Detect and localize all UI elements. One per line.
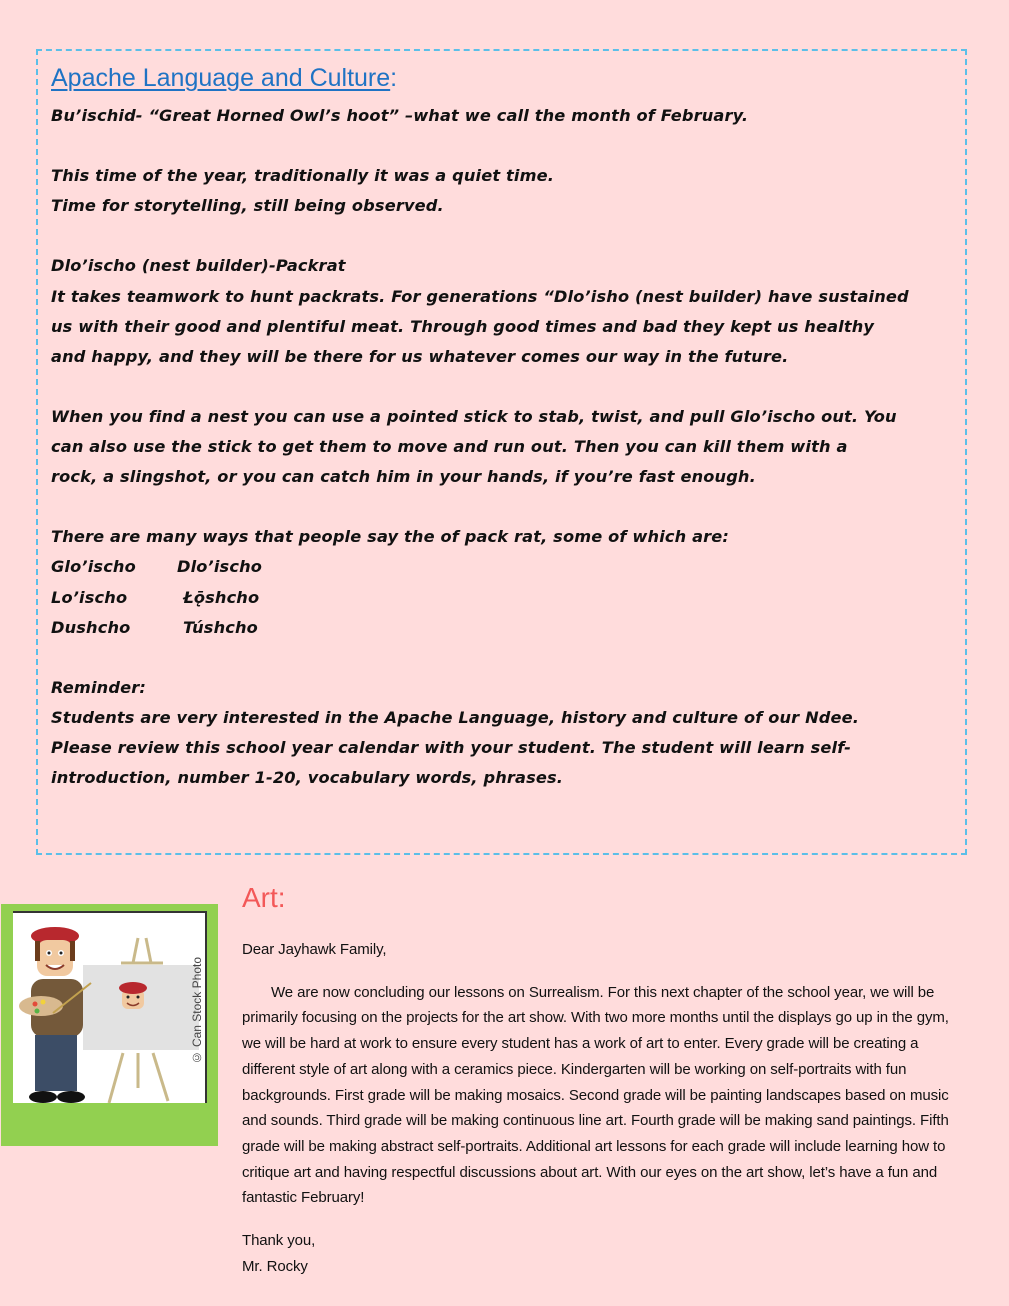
art-greeting: Dear Jayhawk Family, bbox=[242, 941, 387, 958]
packrat-names-row bbox=[51, 552, 956, 582]
painter-illustration bbox=[13, 911, 207, 1103]
packrat-names-row bbox=[51, 613, 956, 643]
quiet-line-2: Time for storytelling, still being observed. bbox=[51, 196, 444, 216]
art-section-title: Art: bbox=[242, 882, 286, 913]
month-line: Bu’ischid- “Great Horned Owl’s hoot” –what we call the month of February. bbox=[51, 106, 749, 125]
nest-line: can also use the stick to get them to move and run out. Then you can kill them with a bbox=[51, 437, 848, 457]
art-closing: Thank you, bbox=[242, 1232, 316, 1250]
nest-line: rock, a slingshot, or you can catch him in your hands, if you’re fast enough. bbox=[51, 467, 756, 487]
packrat-name: Lo’ischo bbox=[51, 587, 128, 607]
art-paragraph: We are now concluding our lessons on Surrealism. For this next chapter of the school year, we will be primarily focusing on the projects for the art show. With two more months until the displays go up in the gym, we will be hard at work to ensure every student has a work of art to enter. Every grade will be creating a different style of art along with a ceramics piece. Kindergarten will be working on self-portraits with fun backgrounds. First grade will be making mosaics. Second grade will be painting landscapes based on music and sounds. Third grade will be making continuous line art. Fourth grade will be making sand paintings. Fifth grade will be making abstract self-portraits. Additional art lessons for each grade will include learning how to critique art and having respectful discussions about art. With our eyes on the art show, let’s have a fun and fantastic February! bbox=[242, 983, 949, 1207]
apache-section-body bbox=[51, 101, 956, 793]
canvas-portrait bbox=[119, 982, 147, 1009]
packrat-line: us with their good and plentiful meat. Through good times and bad they kept us healthy bbox=[51, 316, 875, 336]
packrat-line: and happy, and they will be there for us whatever comes our way in the future. bbox=[51, 346, 789, 366]
nest-line: When you find a nest you can use a pointed stick to stab, twist, and pull Glo’ischo out. You bbox=[51, 406, 897, 426]
art-section-body bbox=[242, 937, 962, 1279]
packrat-name: Łǭshcho bbox=[183, 587, 260, 607]
quiet-line-1: This time of the year, traditionally it was a quiet time. bbox=[51, 166, 555, 186]
packrat-name: Dushcho bbox=[51, 617, 131, 637]
apache-language-section bbox=[36, 49, 967, 855]
packrat-names-row bbox=[51, 583, 956, 613]
packrat-name: Túshcho bbox=[183, 617, 258, 637]
reminder-heading: Reminder: bbox=[51, 677, 146, 697]
art-signature: Mr. Rocky bbox=[242, 1257, 308, 1275]
reminder-line: introduction, number 1-20, vocabulary words, phrases. bbox=[51, 768, 564, 788]
packrat-line: It takes teamwork to hunt packrats. For generations “Dlo’isho (nest builder) have sustained bbox=[51, 286, 909, 306]
reminder-line: Please review this school year calendar with your student. The student will learn self- bbox=[51, 737, 852, 757]
apache-section-title bbox=[51, 61, 397, 95]
packrat-heading: Dlo’ischo (nest builder)-Packrat bbox=[51, 256, 346, 276]
ways-intro: There are many ways that people say the of pack rat, some of which are: bbox=[51, 527, 730, 547]
reminder-line: Students are very interested in the Apache Language, history and culture of our Ndee. bbox=[51, 707, 860, 727]
apache-title-link[interactable]: Apache Language and Culture bbox=[51, 64, 391, 92]
painter-figure bbox=[19, 927, 91, 1103]
packrat-name: Dlo’ischo bbox=[177, 557, 263, 577]
art-image-frame bbox=[1, 904, 218, 1146]
apache-title-colon: : bbox=[390, 64, 398, 92]
image-watermark: © Can Stock Photo bbox=[190, 957, 204, 1065]
packrat-name: Glo’ischo bbox=[51, 557, 136, 577]
painter-at-easel-graphic bbox=[13, 913, 205, 1103]
